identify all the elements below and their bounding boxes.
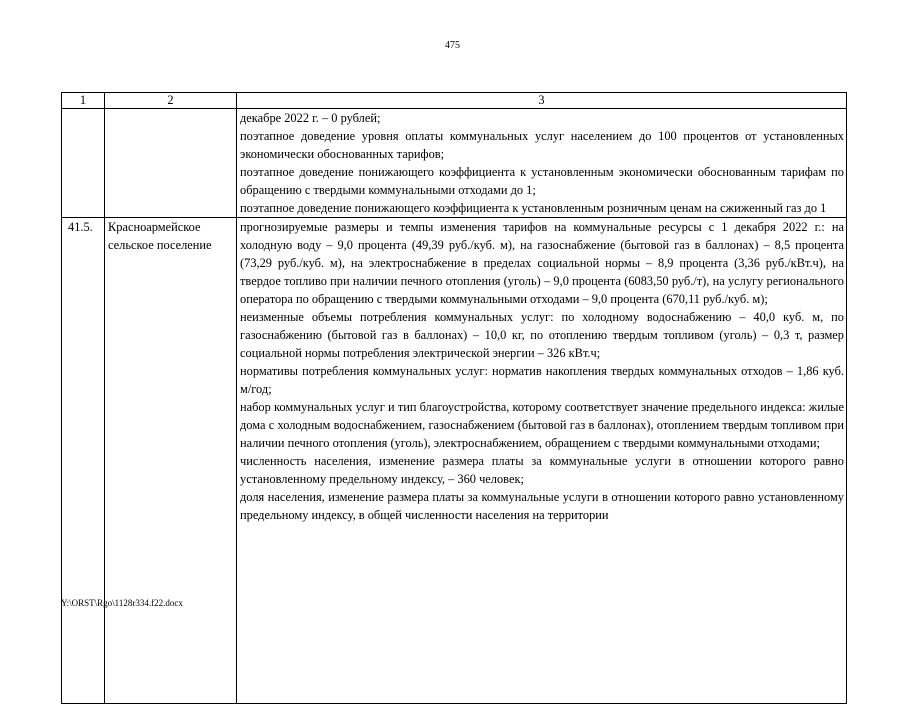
paragraph: поэтапное доведение понижающего коэффициента к установленным экономически обоснованным тарифам по обращению с твердыми коммунальными отходами до 1; bbox=[240, 165, 844, 197]
paragraph: численность населения, изменение размера платы за коммунальные услуги в отношении которого равно установленному предельному индексу, – 360 человек; bbox=[240, 454, 844, 486]
table-row bbox=[62, 109, 847, 218]
row-name-cell bbox=[105, 109, 237, 218]
row-content-cell bbox=[237, 109, 847, 218]
row-number-cell bbox=[62, 109, 105, 218]
file-path: Y:\ORST\Rgo\1128r334.f22.docx bbox=[61, 598, 183, 608]
row-content-cell bbox=[237, 218, 847, 704]
header-col-1: 1 bbox=[62, 93, 105, 109]
paragraph: поэтапное доведение уровня оплаты коммунальных услуг населением до 100 процентов от установленных экономически обоснованных тарифов; bbox=[240, 129, 844, 161]
row-name-cell: Красноармейское сельское поселение bbox=[105, 218, 237, 704]
paragraph: доля населения, изменение размера платы за коммунальные услуги в отношении которого равно установленному предельному индексу, в общей численности населения на территории bbox=[240, 490, 844, 522]
tariff-table bbox=[61, 92, 847, 704]
table-row bbox=[62, 218, 847, 704]
page-number: 475 bbox=[445, 40, 460, 51]
header-col-3: 3 bbox=[237, 93, 847, 109]
paragraph: нормативы потребления коммунальных услуг: норматив накопления твердых коммунальных отходов – 1,86 куб. м/год; bbox=[240, 364, 844, 396]
paragraph: прогнозируемые размеры и темпы изменения тарифов на коммунальные ресурсы с 1 декабря 2022 г.: на холодную воду – 9,0 процента (49,39 руб./куб. м), на газоснабжение (бытовой газ в баллонах) – 8,5 процента (73,29 руб./куб. м), на электроснабжение в пределах социальной нормы – 8,9 процента (3,36 руб./кВт.ч), на твердое топливо при наличии печного отопления (уголь) – 9,0 процента (6083,50 руб./т), на услугу регионального оператора по обращению с твердыми коммунальными отходами – 9,0 процента (670,11 руб./куб. м); bbox=[240, 220, 844, 306]
paragraph: набор коммунальных услуг и тип благоустройства, которому соответствует значение предельного индекса: жилые дома с холодным водоснабжением, газоснабжением (бытовой газ в баллонах), отоплением твердым топливом при наличии печного отопления (уголь), электроснабжением, обращением с твердыми коммунальными отходами; bbox=[240, 400, 844, 450]
table-header-row bbox=[62, 93, 847, 109]
paragraph: декабре 2022 г. – 0 рублей; bbox=[240, 111, 381, 125]
paragraph: поэтапное доведение понижающего коэффициента к установленным розничным ценам на сжиженный газ до 1 bbox=[240, 201, 827, 215]
header-col-2: 2 bbox=[105, 93, 237, 109]
paragraph: неизменные объемы потребления коммунальных услуг: по холодному водоснабжению – 40,0 куб. м, по газоснабжению (бытовой газ в баллонах) – 10,0 кг, по отоплению твердым топливом (уголь) – 0,3 т, размер социальной нормы потребления электрической энергии – 326 кВт.ч; bbox=[240, 310, 844, 360]
row-number-cell: 41.5. bbox=[62, 218, 105, 704]
